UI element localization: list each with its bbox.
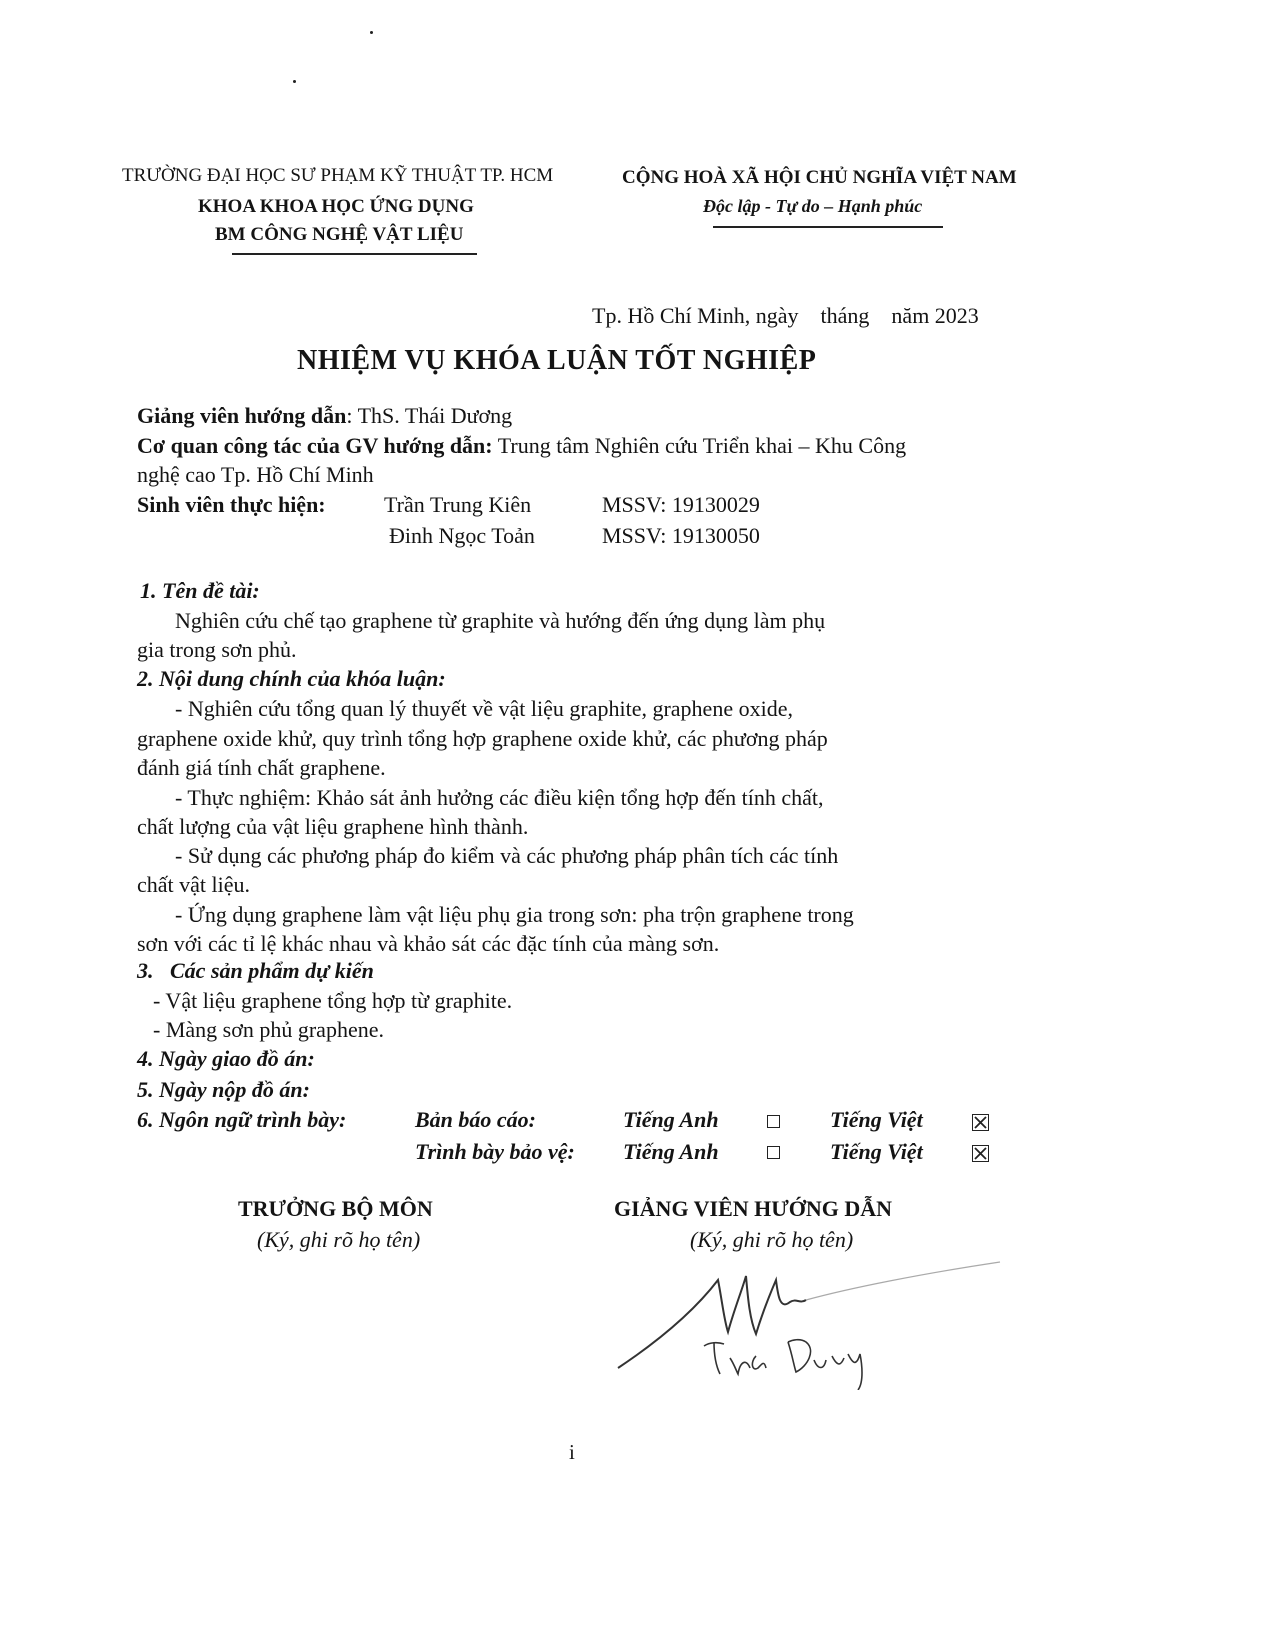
lang-option-english: Tiếng Anh [623,1139,719,1164]
section-1-heading: 1. Tên đề tài: [140,578,260,603]
date-line: Tp. Hồ Chí Minh, ngày tháng năm 2023 [592,303,979,328]
advisor-sign-note: (Ký, ghi rõ họ tên) [690,1227,854,1252]
english-checkbox[interactable] [767,1146,780,1159]
vietnamese-checkbox-checked[interactable] [972,1114,989,1131]
content-line: - Sử dụng các phương pháp đo kiểm và các phương pháp phân tích các tính [175,843,839,868]
org-value: Trung tâm Nghiên cứu Triển khai – Khu Công [497,433,907,458]
english-checkbox[interactable] [767,1115,780,1128]
lang-option-vietnamese: Tiếng Việt [830,1107,923,1132]
scan-speck [370,31,373,34]
topic-line: gia trong sơn phủ. [137,637,297,662]
country-motto: CỘNG HOÀ XÃ HỘI CHỦ NGHĨA VIỆT NAM [622,167,1017,188]
document-title: NHIỆM VỤ KHÓA LUẬN TỐT NGHIỆP [297,345,817,376]
content-line: - Nghiên cứu tổng quan lý thuyết về vật liệu graphite, graphene oxide, [175,696,793,721]
org-label: Cơ quan công tác của GV hướng dẫn: [137,433,493,458]
faculty-name: KHOA KHOA HỌC ỨNG DỤNG [198,196,474,217]
section-6-heading: 6. Ngôn ngữ trình bày: [137,1107,347,1132]
section-4-heading: 4. Ngày giao đồ án: [137,1046,315,1071]
content-line: đánh giá tính chất graphene. [137,755,386,780]
content-line: chất lượng của vật liệu graphene hình thành. [137,814,529,839]
section-3-heading: 3. Các sản phẩm dự kiến [137,958,374,983]
org-line [137,433,906,459]
dept-head-title: TRƯỞNG BỘ MÔN [238,1196,433,1221]
advisor-sign-title: GIẢNG VIÊN HƯỚNG DẪN [614,1196,893,1221]
header-left-underline [232,253,477,255]
content-line: chất vật liệu. [137,872,251,897]
students-label: Sinh viên thực hiện: [137,492,326,517]
dept-head-note: (Ký, ghi rõ họ tên) [257,1227,421,1252]
header-right-underline [713,226,943,228]
department-name: BM CÔNG NGHỆ VẬT LIỆU [215,224,464,245]
content-line: graphene oxide khử, quy trình tổng hợp graphene oxide khử, các phương pháp [137,726,828,751]
content-line: - Ứng dụng graphene làm vật liệu phụ gia trong sơn: pha trộn graphene trong [175,902,854,927]
product-item: - Vật liệu graphene tổng hợp từ graphite. [153,988,513,1013]
topic-line: Nghiên cứu chế tạo graphene từ graphite và hướng đến ứng dụng làm phụ [175,608,826,633]
advisor-line [137,403,512,429]
advisor-value: : ThS. Thái Dương [346,403,513,428]
content-line: - Thực nghiệm: Khảo sát ảnh hưởng các điều kiện tổng hợp đến tính chất, [175,785,824,810]
university-name: TRƯỜNG ĐẠI HỌC SƯ PHẠM KỸ THUẬT TP. HCM [122,165,554,186]
advisor-signature [600,1250,1020,1390]
lang-row-label: Bản báo cáo: [415,1107,536,1132]
org-value-cont: nghệ cao Tp. Hồ Chí Minh [137,462,374,487]
vietnamese-checkbox-checked[interactable] [972,1145,989,1162]
lang-row-label: Trình bày bảo vệ: [415,1139,575,1164]
page-number: i [569,1440,575,1464]
scan-speck [293,80,296,83]
lang-option-english: Tiếng Anh [623,1107,719,1132]
section-5-heading: 5. Ngày nộp đồ án: [137,1077,310,1102]
content-line: sơn với các tỉ lệ khác nhau và khảo sát các đặc tính của màng sơn. [137,931,720,956]
section-2-heading: 2. Nội dung chính của khóa luận: [137,666,446,691]
lang-option-vietnamese: Tiếng Việt [830,1139,923,1164]
student-id: MSSV: 19130050 [602,523,760,548]
product-item: - Màng sơn phủ graphene. [153,1017,384,1042]
student-id: MSSV: 19130029 [602,492,760,517]
student-name: Trần Trung Kiên [384,492,532,517]
student-name: Đinh Ngọc Toản [389,523,535,548]
motto-subtitle: Độc lập - Tự do – Hạnh phúc [703,196,923,216]
check-x-icon [973,1115,988,1130]
advisor-label: Giảng viên hướng dẫn [137,403,347,428]
check-x-icon [973,1146,988,1161]
